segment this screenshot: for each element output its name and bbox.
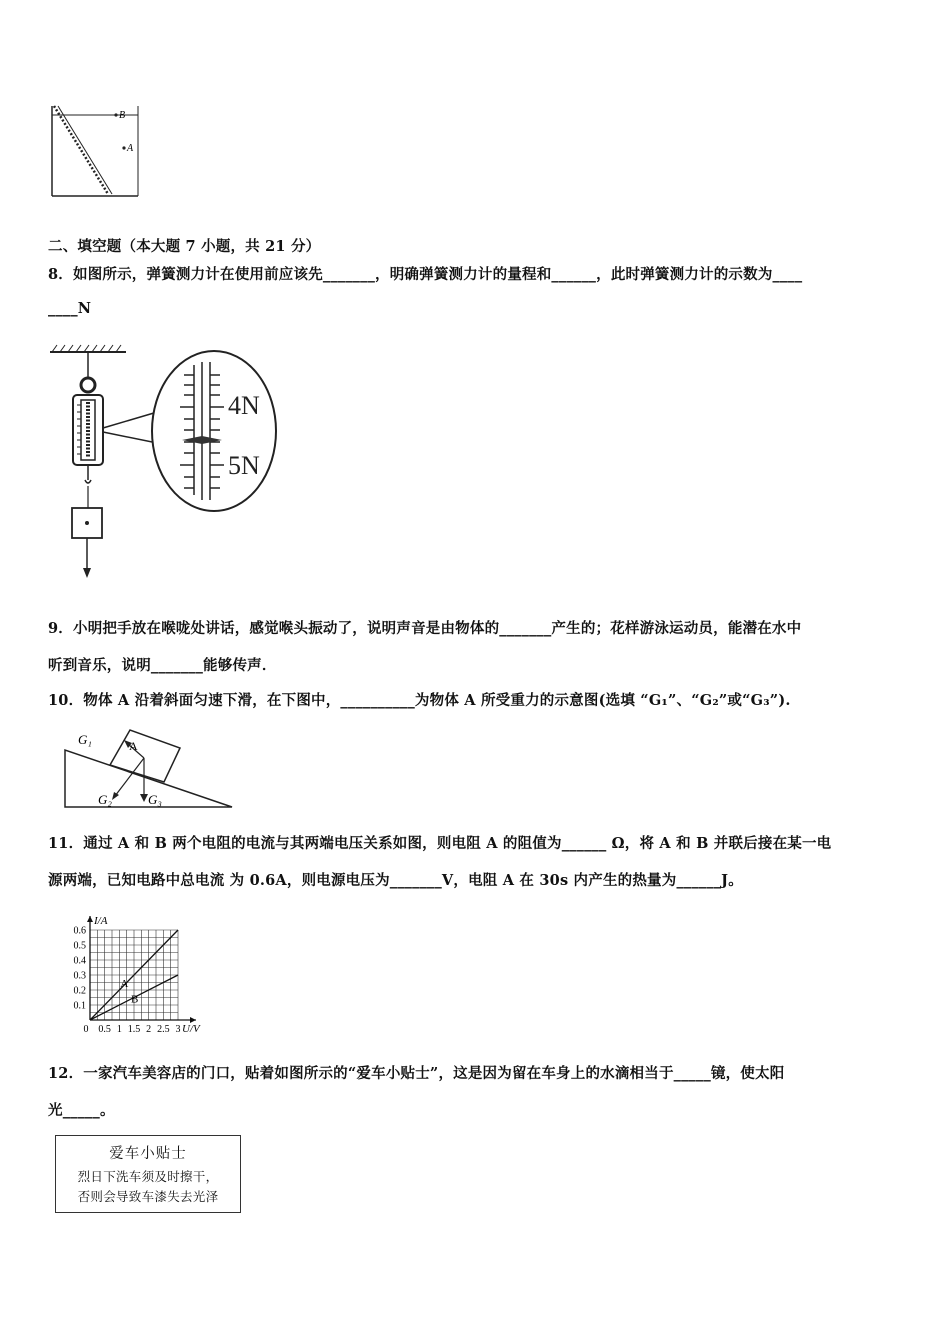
incline-figure bbox=[60, 722, 240, 812]
tip-line-1: 烈日下洗车须及时擦干， bbox=[77, 1169, 219, 1184]
x-axis-label: U/V bbox=[182, 1023, 200, 1035]
q12-line2: 光_____。 bbox=[48, 1102, 115, 1119]
q12-line1: 12．一家汽车美容店的门口，贴着如图所示的“爱车小贴士”，这是因为留在车身上的水滴相当于_____镜，使太阳 bbox=[48, 1065, 785, 1082]
scale-label-5n: 5N bbox=[228, 451, 260, 480]
scale-label-4n: 4N bbox=[228, 391, 260, 420]
g1-label: G₁ bbox=[78, 732, 92, 747]
x-tick-label: 0.5 bbox=[98, 1024, 111, 1035]
g3-label: G₃ bbox=[148, 792, 162, 807]
x-tick-label: 1.5 bbox=[127, 1024, 141, 1035]
q9-line2: 听到音乐，说明_______能够传声． bbox=[48, 657, 277, 674]
origin-label: 0 bbox=[83, 1024, 89, 1035]
y-tick-label: 0.3 bbox=[73, 970, 86, 982]
q9-line1: 9．小明把手放在喉咙处讲话，感觉喉头振动了，说明声音是由物体的_______产生的；花样游泳运动员，能潜在水中 bbox=[48, 620, 802, 637]
q11-line1: 11．通过 A 和 B 两个电阻的电流与其两端电压关系如图，则电阻 A 的阻值为______ Ω，将 A 和 B 并联后接在某一电 bbox=[48, 835, 832, 852]
tip-line-2: 否则会导致车漆失去光泽 bbox=[77, 1189, 219, 1204]
q8-line2: ____N bbox=[48, 300, 92, 317]
x-tick-label: 2.5 bbox=[157, 1024, 170, 1035]
point-a-label: A bbox=[127, 143, 134, 154]
x-tick-label: 3 bbox=[175, 1024, 181, 1035]
g2-label: G₂ bbox=[98, 792, 112, 807]
y-axis-arrow bbox=[87, 916, 93, 922]
point-b-label: B bbox=[119, 110, 126, 121]
section-heading: 二、填空题（本大题 7 小题，共 21 分） bbox=[48, 238, 321, 255]
y-tick-label: 0.6 bbox=[73, 925, 86, 937]
iu-chart bbox=[58, 908, 218, 1040]
top-figure bbox=[44, 100, 144, 200]
series-label-a: A bbox=[120, 978, 129, 990]
y-tick-label: 0.5 bbox=[73, 940, 86, 952]
x-tick-label: 2 bbox=[146, 1024, 152, 1035]
q10-line1: 10．物体 A 沿着斜面匀速下滑，在下图中，__________为物体 A 所受重力的示意图(选填 “G₁”、“G₂”或“G₃”). bbox=[48, 692, 791, 709]
q8-line1: 8．如图所示，弹簧测力计在使用前应该先_______，明确弹簧测力计的量程和______，此时弹簧测力计的示数为____ bbox=[48, 266, 803, 283]
q11-line2: 源两端，已知电路中总电流 为 0.6A，则电源电压为_______V，电阻 A 在 30s 内产生的热量为______J。 bbox=[48, 872, 743, 889]
y-tick-label: 0.1 bbox=[73, 1000, 86, 1012]
x-tick-label: 1 bbox=[116, 1024, 122, 1035]
block-a-label: A bbox=[129, 739, 138, 753]
y-axis-label: I/A bbox=[94, 915, 108, 927]
y-tick-label: 0.4 bbox=[73, 955, 86, 967]
car-tip-box bbox=[55, 1135, 241, 1213]
tip-title: 爱车小贴士 bbox=[109, 1146, 187, 1162]
spring-scale-figure bbox=[44, 340, 284, 585]
y-tick-label: 0.2 bbox=[73, 985, 86, 997]
series-label-b: B bbox=[131, 993, 139, 1006]
